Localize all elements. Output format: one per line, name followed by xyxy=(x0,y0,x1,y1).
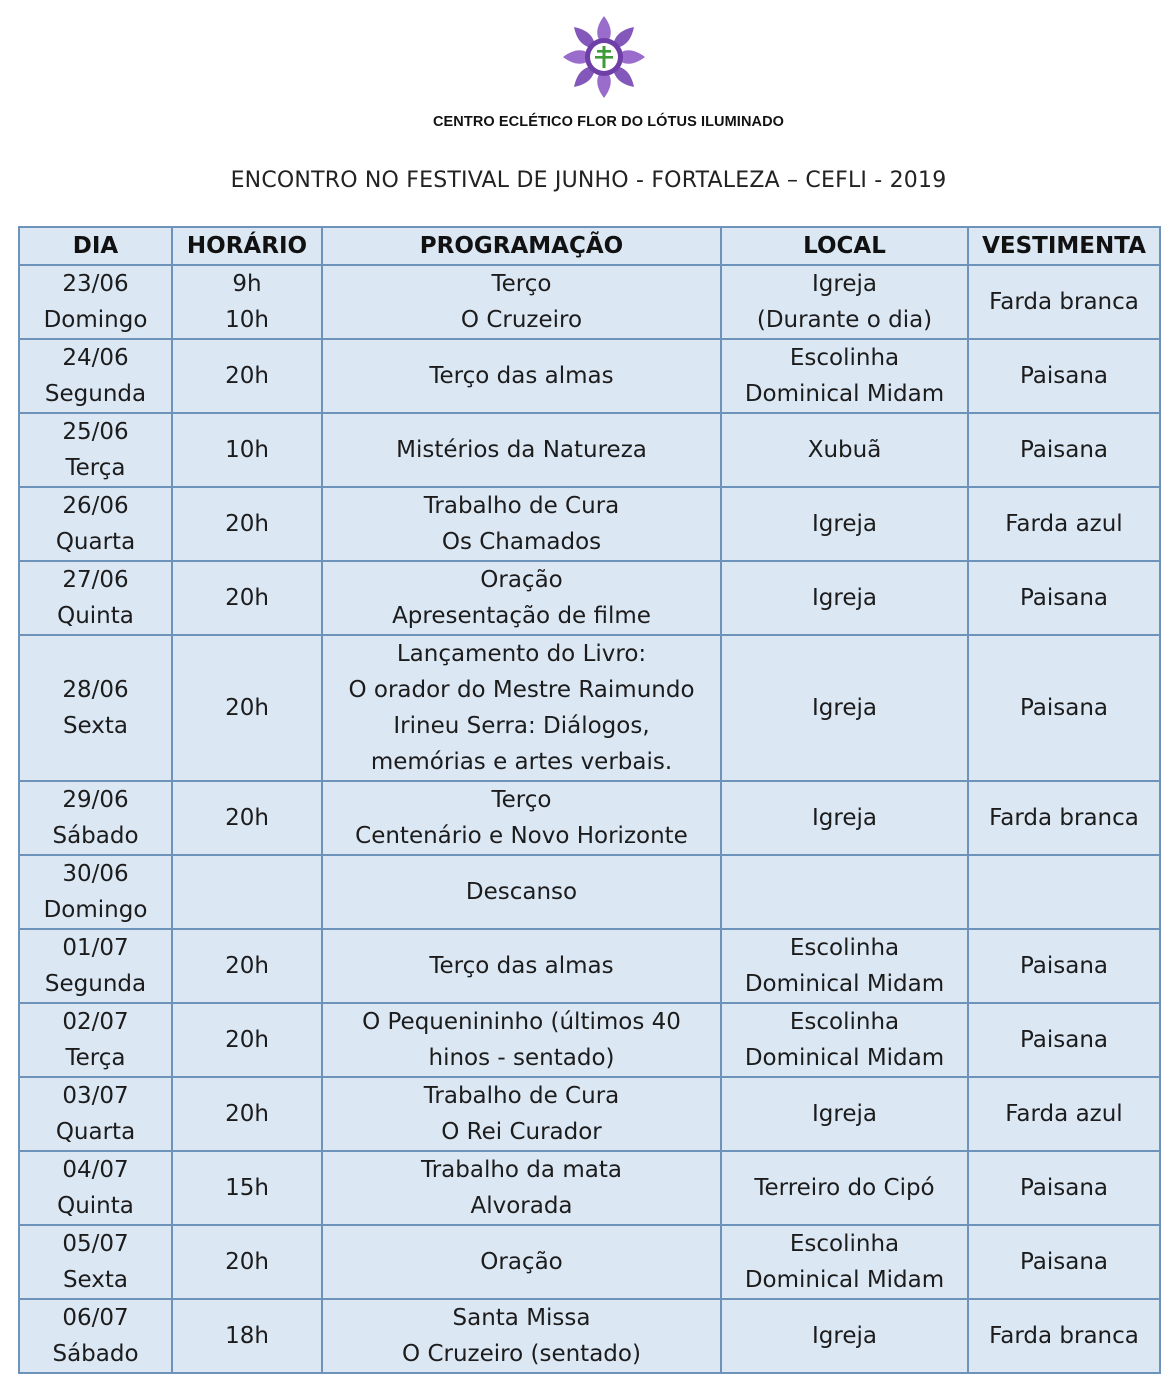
vestimenta-cell xyxy=(968,855,1160,929)
programacao-cell xyxy=(322,487,721,561)
dia-cell xyxy=(19,339,172,413)
cell-text-line: 30/06 xyxy=(62,861,129,887)
cell-text-line: Segunda xyxy=(44,971,147,997)
local-cell xyxy=(721,1151,968,1225)
cell-text-line: 24/06 xyxy=(62,345,129,371)
vestimenta-cell xyxy=(968,339,1160,413)
cell-text-line: Farda branca xyxy=(989,805,1139,831)
cell-text-line: Farda azul xyxy=(1005,1101,1123,1127)
vestimenta-cell xyxy=(968,1299,1160,1373)
dia-cell xyxy=(19,929,172,1003)
cell-text-line: Terreiro do Cipó xyxy=(754,1175,935,1201)
cell-text-line: Paisana xyxy=(1019,695,1109,721)
column-header-horario: HORÁRIO xyxy=(172,227,322,265)
cell-text-line: Oração xyxy=(480,1249,563,1275)
programacao-cell xyxy=(322,265,721,339)
dia-cell xyxy=(19,413,172,487)
vestimenta-cell xyxy=(968,781,1160,855)
cell-text-line: Paisana xyxy=(1019,953,1109,979)
local-cell xyxy=(721,1077,968,1151)
table-row xyxy=(19,635,1160,781)
programacao-cell xyxy=(322,1151,721,1225)
cell-text-line: Paisana xyxy=(1019,1027,1109,1053)
table-row xyxy=(19,1299,1160,1373)
cell-text-line: Domingo xyxy=(43,897,148,923)
cell-text-line: Sexta xyxy=(62,713,129,739)
cell-text-line: 20h xyxy=(225,1249,269,1275)
horario-cell xyxy=(172,635,322,781)
cell-text-line: Irineu Serra: Diálogos, xyxy=(393,713,650,739)
cell-text-line: 20h xyxy=(225,1027,269,1053)
cell-text-line: Quarta xyxy=(55,1119,136,1145)
cell-text-line: Sábado xyxy=(52,1341,139,1367)
programacao-cell xyxy=(322,1299,721,1373)
cell-text-line: Dominical Midam xyxy=(744,1045,945,1071)
table-row xyxy=(19,1077,1160,1151)
dia-cell xyxy=(19,1003,172,1077)
schedule-table xyxy=(18,226,1161,1374)
cell-text-line: 26/06 xyxy=(62,493,129,519)
table-row xyxy=(19,561,1160,635)
dia-cell xyxy=(19,1077,172,1151)
local-cell xyxy=(721,339,968,413)
cell-text-line: Segunda xyxy=(44,381,147,407)
cell-text-line: Paisana xyxy=(1019,363,1109,389)
cell-text-line: Quinta xyxy=(57,1193,134,1219)
cell-text-line: Igreja xyxy=(812,805,877,831)
programacao-cell xyxy=(322,1077,721,1151)
local-cell xyxy=(721,1003,968,1077)
column-header-dia: DIA xyxy=(19,227,172,265)
cell-text-line: hinos - sentado) xyxy=(428,1045,615,1071)
vestimenta-cell xyxy=(968,265,1160,339)
horario-cell xyxy=(172,561,322,635)
cell-text-line: Escolinha xyxy=(789,935,900,961)
cell-text-line: Igreja xyxy=(812,695,877,721)
cell-text-line: 18h xyxy=(225,1323,269,1349)
vestimenta-cell xyxy=(968,929,1160,1003)
dia-cell xyxy=(19,265,172,339)
horario-cell xyxy=(172,413,322,487)
cell-text-line: 02/07 xyxy=(62,1009,129,1035)
column-header-programacao: PROGRAMAÇÃO xyxy=(322,227,721,265)
cell-text-line: Terça xyxy=(65,1045,126,1071)
dia-cell xyxy=(19,1151,172,1225)
horario-cell xyxy=(172,1299,322,1373)
cell-text-line: 28/06 xyxy=(62,677,129,703)
cell-text-line: Escolinha xyxy=(789,1009,900,1035)
cell-text-line: O Cruzeiro (sentado) xyxy=(402,1341,641,1367)
cell-text-line: Farda azul xyxy=(1005,511,1123,537)
cell-text-line: 05/07 xyxy=(62,1231,129,1257)
vestimenta-cell xyxy=(968,413,1160,487)
local-cell xyxy=(721,413,968,487)
dia-cell xyxy=(19,487,172,561)
cell-text-line: Dominical Midam xyxy=(744,381,945,407)
programacao-cell xyxy=(322,1003,721,1077)
local-cell xyxy=(721,265,968,339)
cell-text-line: Terço das almas xyxy=(429,363,614,389)
cell-text-line: 10h xyxy=(225,437,269,463)
cell-text-line: Quinta xyxy=(57,603,134,629)
cell-text-line: Dominical Midam xyxy=(744,971,945,997)
table-row xyxy=(19,265,1160,339)
cell-text-line: Os Chamados xyxy=(441,529,602,555)
programacao-cell xyxy=(322,781,721,855)
cell-text-line: Quarta xyxy=(55,529,136,555)
programacao-cell xyxy=(322,413,721,487)
cell-text-line: 9h xyxy=(232,271,262,297)
horario-cell xyxy=(172,1151,322,1225)
cell-text-line: Paisana xyxy=(1019,437,1109,463)
cell-text-line: Trabalho de Cura xyxy=(423,493,620,519)
column-header-vestimenta: VESTIMENTA xyxy=(968,227,1160,265)
programacao-cell xyxy=(322,855,721,929)
cell-text-line: Alvorada xyxy=(470,1193,573,1219)
horario-cell xyxy=(172,339,322,413)
cell-text-line: 20h xyxy=(225,953,269,979)
cell-text-line: O Cruzeiro xyxy=(460,307,583,333)
cell-text-line: 20h xyxy=(225,585,269,611)
header-row xyxy=(19,227,1160,265)
cell-text-line: Paisana xyxy=(1019,585,1109,611)
cell-text-line: 01/07 xyxy=(62,935,129,961)
dia-cell xyxy=(19,855,172,929)
table-row xyxy=(19,487,1160,561)
cell-text-line: O orador do Mestre Raimundo xyxy=(348,677,695,703)
dia-cell xyxy=(19,561,172,635)
table-row xyxy=(19,781,1160,855)
cell-text-line: Centenário e Novo Horizonte xyxy=(355,823,688,849)
horario-cell xyxy=(172,1003,322,1077)
cell-text-line: 04/07 xyxy=(62,1157,129,1183)
cell-text-line: Igreja xyxy=(812,1101,877,1127)
cell-text-line: 06/07 xyxy=(62,1305,129,1331)
table-row xyxy=(19,1151,1160,1225)
cell-text-line: Terça xyxy=(65,455,126,481)
cell-text-line: (Durante o dia) xyxy=(756,307,933,333)
cell-text-line: Paisana xyxy=(1019,1175,1109,1201)
cell-text-line: Terço das almas xyxy=(429,953,614,979)
cell-text-line: Igreja xyxy=(812,1323,877,1349)
cell-text-line: Trabalho da mata xyxy=(421,1157,622,1183)
cell-text-line: Apresentação de filme xyxy=(392,603,651,629)
schedule-body xyxy=(19,265,1160,1373)
table-row xyxy=(19,339,1160,413)
vestimenta-cell xyxy=(968,1151,1160,1225)
cell-text-line: Escolinha xyxy=(789,345,900,371)
cell-text-line: Oração xyxy=(480,567,563,593)
programacao-cell xyxy=(322,561,721,635)
dia-cell xyxy=(19,781,172,855)
horario-cell xyxy=(172,781,322,855)
cell-text-line: Escolinha xyxy=(789,1231,900,1257)
vestimenta-cell xyxy=(968,1003,1160,1077)
horario-cell xyxy=(172,855,322,929)
cell-text-line: 10h xyxy=(225,307,269,333)
cell-text-line: Descanso xyxy=(465,879,578,905)
cell-text-line: Sexta xyxy=(62,1267,129,1293)
cell-text-line: Santa Missa xyxy=(452,1305,591,1331)
local-cell xyxy=(721,487,968,561)
cell-text-line: 20h xyxy=(225,363,269,389)
local-cell xyxy=(721,781,968,855)
cell-text-line: 15h xyxy=(225,1175,269,1201)
cell-text-line: 29/06 xyxy=(62,787,129,813)
organization-name: CENTRO ECLÉTICO FLOR DO LÓTUS ILUMINADO xyxy=(432,114,785,130)
table-row xyxy=(19,413,1160,487)
cell-text-line: Farda branca xyxy=(989,289,1139,315)
dia-cell xyxy=(19,1225,172,1299)
cell-text-line: Domingo xyxy=(43,307,148,333)
table-row xyxy=(19,929,1160,1003)
horario-cell xyxy=(172,1225,322,1299)
vestimenta-cell xyxy=(968,561,1160,635)
cell-text-line: Farda branca xyxy=(989,1323,1139,1349)
cell-text-line: Xubuã xyxy=(807,437,882,463)
cell-text-line: Dominical Midam xyxy=(744,1267,945,1293)
local-cell xyxy=(721,1225,968,1299)
vestimenta-cell xyxy=(968,1077,1160,1151)
cell-text-line: Trabalho de Cura xyxy=(423,1083,620,1109)
cell-text-line: Lançamento do Livro: xyxy=(396,641,647,667)
cell-text-line: Terço xyxy=(491,787,552,813)
cell-text-line: O Pequenininho (últimos 40 xyxy=(362,1009,681,1035)
local-cell xyxy=(721,1299,968,1373)
dia-cell xyxy=(19,635,172,781)
horario-cell xyxy=(172,1077,322,1151)
cell-text-line: 20h xyxy=(225,511,269,537)
column-header-local: LOCAL xyxy=(721,227,968,265)
cell-text-line: 20h xyxy=(225,1101,269,1127)
cell-text-line: Igreja xyxy=(812,585,877,611)
cell-text-line: Igreja xyxy=(812,271,877,297)
cell-text-line: 25/06 xyxy=(62,419,129,445)
horario-cell xyxy=(172,265,322,339)
cell-text-line: 27/06 xyxy=(62,567,129,593)
lotus-cross-logo xyxy=(561,14,647,100)
local-cell xyxy=(721,561,968,635)
programacao-cell xyxy=(322,929,721,1003)
programacao-cell xyxy=(322,635,721,781)
horario-cell xyxy=(172,487,322,561)
cell-text-line: memórias e artes verbais. xyxy=(370,749,673,775)
cell-text-line: 23/06 xyxy=(62,271,129,297)
horario-cell xyxy=(172,929,322,1003)
vestimenta-cell xyxy=(968,635,1160,781)
cell-text-line: Paisana xyxy=(1019,1249,1109,1275)
cell-text-line: Sábado xyxy=(52,823,139,849)
cell-text-line: Igreja xyxy=(812,511,877,537)
cell-text-line: Mistérios da Natureza xyxy=(396,437,647,463)
programacao-cell xyxy=(322,339,721,413)
programacao-cell xyxy=(322,1225,721,1299)
table-row xyxy=(19,1225,1160,1299)
table-row xyxy=(19,855,1160,929)
local-cell xyxy=(721,855,968,929)
table-row xyxy=(19,1003,1160,1077)
vestimenta-cell xyxy=(968,487,1160,561)
local-cell xyxy=(721,635,968,781)
vestimenta-cell xyxy=(968,1225,1160,1299)
cell-text-line: 03/07 xyxy=(62,1083,129,1109)
cell-text-line: O Rei Curador xyxy=(441,1119,602,1145)
local-cell xyxy=(721,929,968,1003)
dia-cell xyxy=(19,1299,172,1373)
cell-text-line: 20h xyxy=(225,805,269,831)
cell-text-line: Terço xyxy=(491,271,552,297)
event-title: ENCONTRO NO FESTIVAL DE JUNHO - FORTALEZA – CEFLI - 2019 xyxy=(230,168,947,193)
cell-text-line: 20h xyxy=(225,695,269,721)
